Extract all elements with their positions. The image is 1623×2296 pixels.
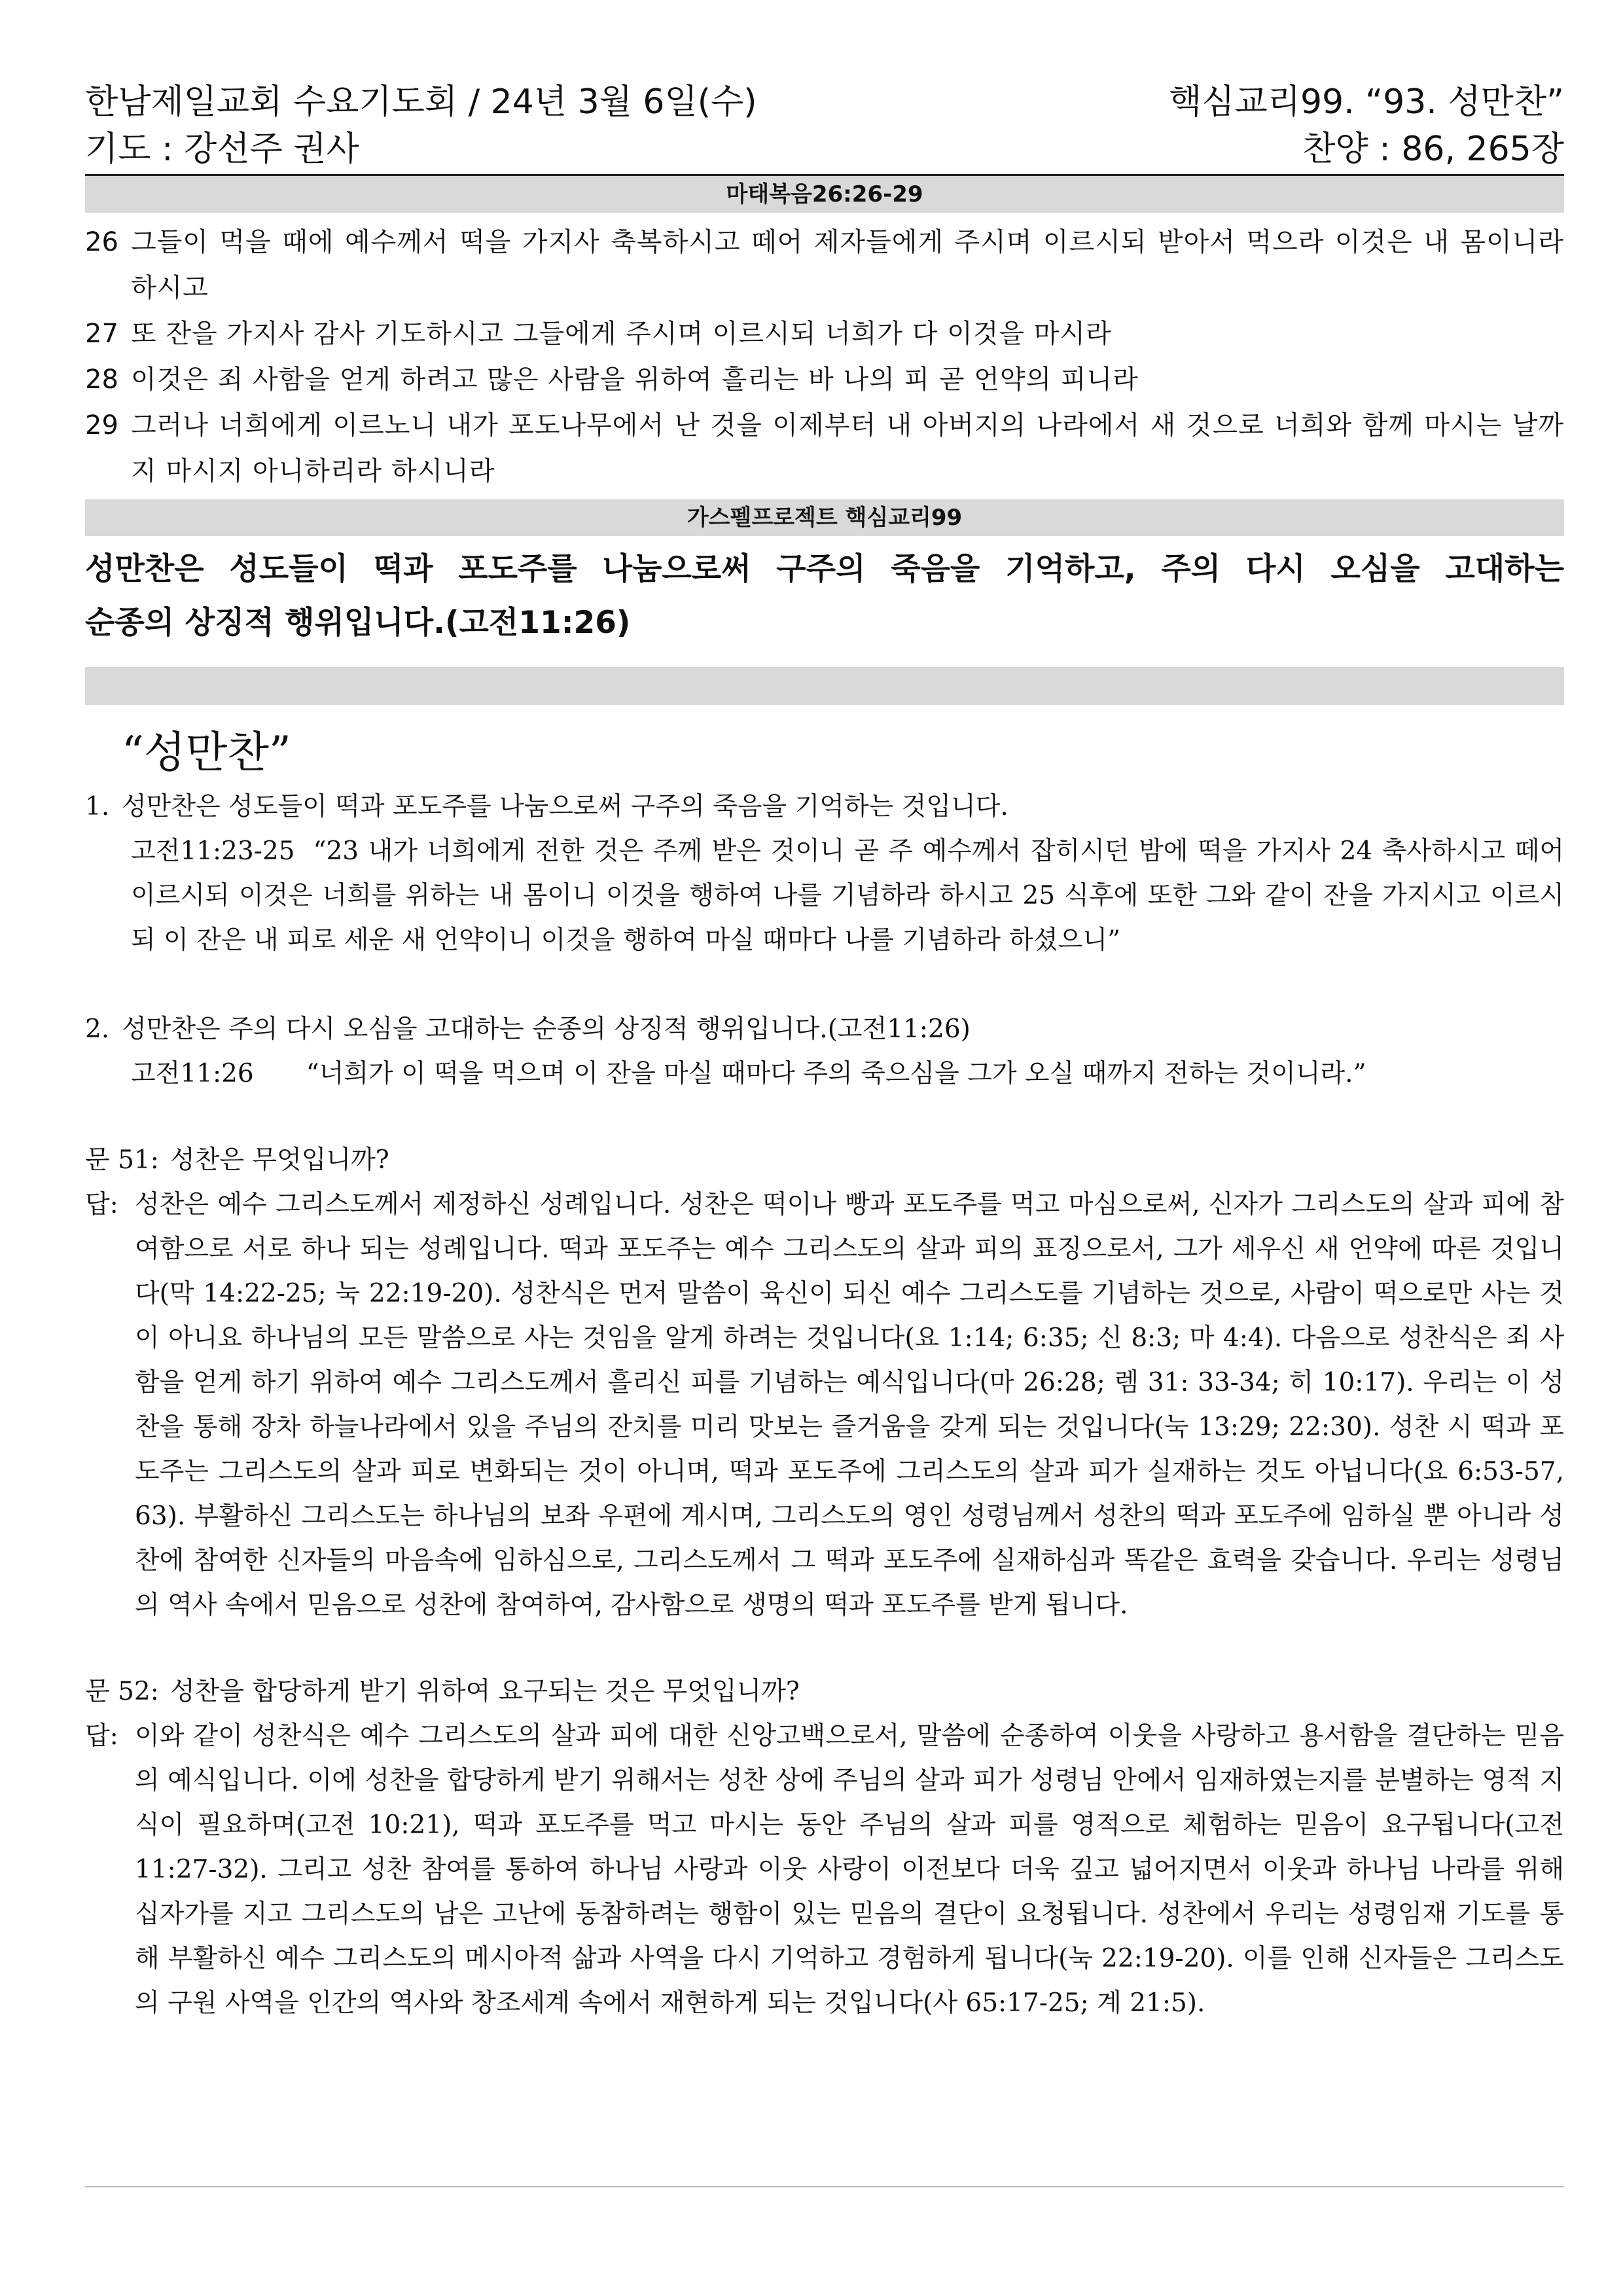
verse-text: 또 잔을 가지사 감사 기도하시고 그들에게 주시며 이르시되 너희가 다 이것을 마시라: [131, 319, 1112, 349]
hymn-numbers: 찬양 : 86, 265장: [1302, 130, 1564, 169]
divider-band: [85, 667, 1564, 705]
header-row-2: [85, 126, 1564, 176]
point-number: 2.: [85, 1014, 110, 1044]
question-label: 문 51:: [85, 1145, 159, 1175]
core-doctrine-statement: [85, 543, 1564, 650]
reference-citation: 고전11:23-25: [131, 836, 295, 866]
core-statement-line-1: 성만찬은 성도들이 떡과 포도주를 나눔으로써 구주의 죽음을 기억하고, 주의 다시 오심을 고대하는: [85, 551, 1564, 587]
bulletin-page: [85, 79, 1564, 2026]
core-doctrine-heading: 가스펠프로젝트 핵심교리99: [85, 499, 1564, 536]
verse-item: [85, 311, 1564, 357]
qa-51: [85, 1138, 1564, 1628]
verse-text: 이것은 죄 사함을 얻게 하려고 많은 사람을 위하여 흘리는 바 나의 피 곧 언약의 피니라: [131, 365, 1139, 395]
footer-divider: [85, 2186, 1564, 2187]
church-service-title: 한남제일교회 수요기도회 / 24년 3월 6일(수): [85, 82, 757, 122]
header-row-1: [85, 79, 1564, 126]
verse-item: [85, 219, 1564, 311]
answer-text: 이와 같이 성찬식은 예수 그리스도의 살과 피에 대한 신앙고백으로서, 말씀에 순종하여 이웃을 사랑하고 용서함을 결단하는 믿음의 예식입니다. 이에 성찬을 합당하게 받기 위해서는 성찬 상에 주님의 살과 피가 성령님 안에서 임재하였는지를 분별하는 영적 지식이 필요하며(고전 10:21), 떡과 포도주를 먹고 마시는 동안 주님의 살과 피를 영적으로 체험하는 믿음이 요구됩니다(고전 11:27-32). 그리고 성찬 참여를 통하여 하나님 사랑과 이웃 사랑이 이전보다 더욱 깊고 넓어지면서 이웃과 하나님 나라를 위해 십자가를 지고 그리스도의 남은 고난에 동참하려는 행함이 있는 믿음의 결단이 요청됩니다. 성찬에서 우리는 성령임재 기도를 통해 부활하신 예수 그리스도의 메시아적 삶과 사역을 다시 기억하고 경험하게 됩니다(눅 22:19-20). 이를 인해 신자들은 그리스도의 구원 사역을 인간의 역사와 창조세계 속에서 재현하게 되는 것입니다(사 65:17-25; 계 21:5).: [135, 1721, 1564, 2018]
qa-52: [85, 1670, 1564, 2026]
verse-item: [85, 403, 1564, 494]
point-1: [85, 785, 1564, 963]
question-text: 성찬을 합당하게 받기 위하여 요구되는 것은 무엇입니까?: [170, 1677, 800, 1706]
doctrine-title: 핵심교리99. “93. 성만찬”: [1169, 82, 1564, 122]
reference-quote: “23 내가 너희에게 전한 것은 주께 받은 것이니 곧 주 예수께서 잡히시던 밤에 떡을 가지사 24 축사하시고 떼어 이르시되 이것은 너희를 위하는 내 몸이니 이것을 행하여 나를 기념하라 하시고 25 식후에 또한 그와 같이 잔을 가지시고 이르시되 이 잔은 내 피로 세운 새 언약이니 이것을 행하여 마실 때마다 나를 기념하라 하셨으니”: [131, 836, 1564, 955]
verse-number: 29: [85, 410, 118, 440]
scripture-heading: 마태복음26:26-29: [85, 176, 1564, 213]
verse-number: 28: [85, 365, 118, 395]
reference-citation: 고전11:26: [131, 1059, 254, 1088]
verse-number: 26: [85, 227, 118, 257]
prayer-leader: 기도 : 강선주 권사: [85, 130, 359, 169]
answer-label: 답:: [85, 1190, 118, 1219]
answer-label: 답:: [85, 1721, 118, 1751]
point-reference: [85, 829, 1564, 963]
verse-item: [85, 357, 1564, 403]
scripture-verses: [85, 219, 1564, 494]
point-text: 성만찬은 성도들이 떡과 포도주를 나눔으로써 구주의 죽음을 기억하는 것입니다.: [122, 792, 1008, 821]
section-title: “성만찬”: [122, 727, 291, 778]
point-number: 1.: [85, 792, 110, 821]
verse-text: 그들이 먹을 때에 예수께서 떡을 가지사 축복하시고 떼어 제자들에게 주시며 이르시되 받아서 먹으라 이것은 내 몸이니라 하시고: [131, 227, 1564, 303]
verse-text: 그러나 너희에게 이르노니 내가 포도나무에서 난 것을 이제부터 내 아버지의 나라에서 새 것으로 너희와 함께 마시는 날까지 마시지 아니하리라 하시니라: [131, 410, 1564, 486]
answer-text: 성찬은 예수 그리스도께서 제정하신 성례입니다. 성찬은 떡이나 빵과 포도주를 먹고 마심으로써, 신자가 그리스도의 살과 피에 참여함으로 서로 하나 되는 성례입니다. 떡과 포도주는 예수 그리스도의 살과 피의 표징으로서, 그가 세우신 새 언약에 따른 것입니다(막 14:22-25; 눅 22:19-20). 성찬식은 먼저 말씀이 육신이 되신 예수 그리스도를 기념하는 것으로, 사람이 떡으로만 사는 것이 아니요 하나님의 모든 말씀으로 사는 것임을 알게 하려는 것입니다(요 1:14; 6:35; 신 8:3; 마 4:4). 다음으로 성찬식은 죄 사함을 얻게 하기 위하여 예수 그리스도께서 흘리신 피를 기념하는 예식입니다(마 26:28; 렘 31: 33-34; 히 10:17). 우리는 이 성찬을 통해 장차 하늘나라에서 있을 주님의 잔치를 미리 맛보는 즐거움을 갖게 되는 것입니다(눅 13:29; 22:30). 성찬 시 떡과 포도주는 그리스도의 살과 피로 변화되는 것이 아니며, 떡과 포도주에 그리스도의 살과 피가 실재하는 것도 아닙니다(요 6:53-57, 63). 부활하신 그리스도는 하나님의 보좌 우편에 계시며, 그리스도의 영인 성령님께서 성찬의 떡과 포도주에 임하실 뿐 아니라 성찬에 참여한 신자들의 마음속에 임하심으로, 그리스도께서 그 떡과 포도주에 실재하심과 똑같은 효력을 갖습니다. 우리는 성령님의 역사 속에서 믿음으로 성찬에 참여하여, 감사함으로 생명의 떡과 포도주를 받게 됩니다.: [135, 1190, 1564, 1620]
verse-number: 27: [85, 319, 118, 349]
point-text: 성만찬은 주의 다시 오심을 고대하는 순종의 상징적 행위입니다.(고전11:26): [122, 1014, 971, 1044]
point-2: [85, 1007, 1564, 1096]
reference-quote: “너희가 이 떡을 먹으며 이 잔을 마실 때마다 주의 죽으심을 그가 오실 때까지 전하는 것이니라.”: [306, 1059, 1366, 1088]
point-reference: [85, 1052, 1564, 1096]
question-text: 성찬은 무엇입니까?: [170, 1145, 389, 1175]
question-label: 문 52:: [85, 1677, 159, 1706]
core-statement-line-2: 순종의 상징적 행위입니다.(고전11:26): [85, 605, 631, 641]
